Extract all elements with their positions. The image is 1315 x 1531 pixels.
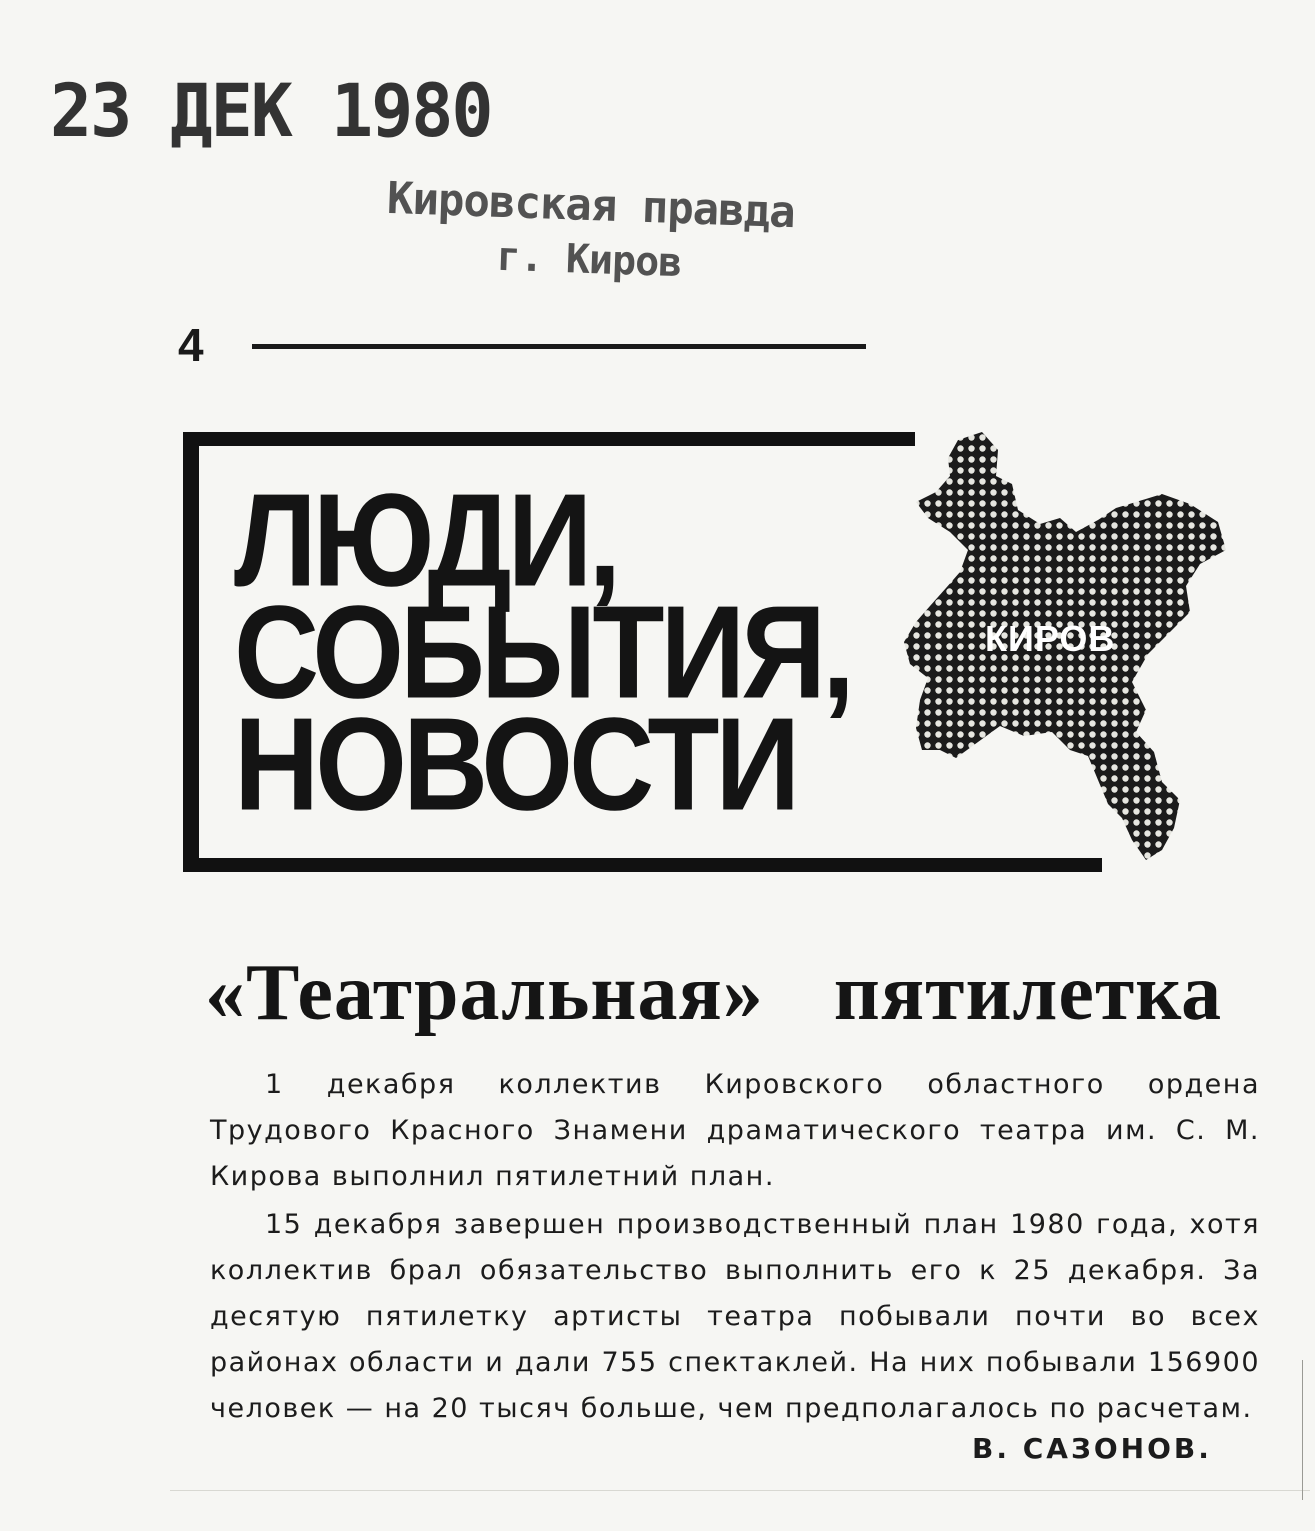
newspaper-stamp-name: Кировская правда bbox=[386, 172, 796, 239]
headline-part-1: «Театральная» bbox=[205, 949, 764, 1037]
rubric-line-1: ЛЮДИ, bbox=[234, 466, 618, 615]
headline-part-2: пятилетка bbox=[833, 949, 1223, 1037]
newspaper-stamp-city: г. Киров bbox=[495, 233, 683, 287]
rubric-title bbox=[234, 466, 851, 839]
map-label: КИРОВ bbox=[985, 618, 1116, 659]
rubric-frame-top bbox=[183, 432, 915, 446]
page-rule-divider bbox=[252, 344, 866, 349]
newspaper-stamp bbox=[348, 172, 831, 292]
date-stamp: 23 ДЕК 1980 bbox=[50, 67, 492, 155]
article-body bbox=[210, 1062, 1260, 1434]
article-headline bbox=[205, 948, 1265, 1039]
article-paragraph-2: 15 декабря завершен производственный план 1980 года, хотя коллектив брал обязательство выполнить его к 25 декабря. За десятую пятилетку артисты театра побывали почти во всех районах области и дали 755 спектаклей. На них побывали 156900 человек — на 20 тысяч больше, чем предполагалось по расчетам. bbox=[210, 1209, 1260, 1424]
article-author: В. САЗОНОВ. bbox=[972, 1432, 1212, 1465]
rubric-line-2: СОБЫТИЯ, bbox=[234, 578, 851, 727]
page-number: 4 bbox=[178, 319, 204, 371]
rubric-line-3: НОВОСТИ bbox=[234, 690, 797, 839]
article-paragraph-1: 1 декабря коллектив Кировского областного ордена Трудового Красного Знамени драматического театра им. С. М. Кирова выполнил пятилетний план. bbox=[210, 1069, 1260, 1192]
rubric-frame-left bbox=[183, 432, 199, 868]
clipping-bottom-edge bbox=[170, 1490, 1310, 1511]
clipping-right-edge bbox=[1302, 1360, 1303, 1500]
